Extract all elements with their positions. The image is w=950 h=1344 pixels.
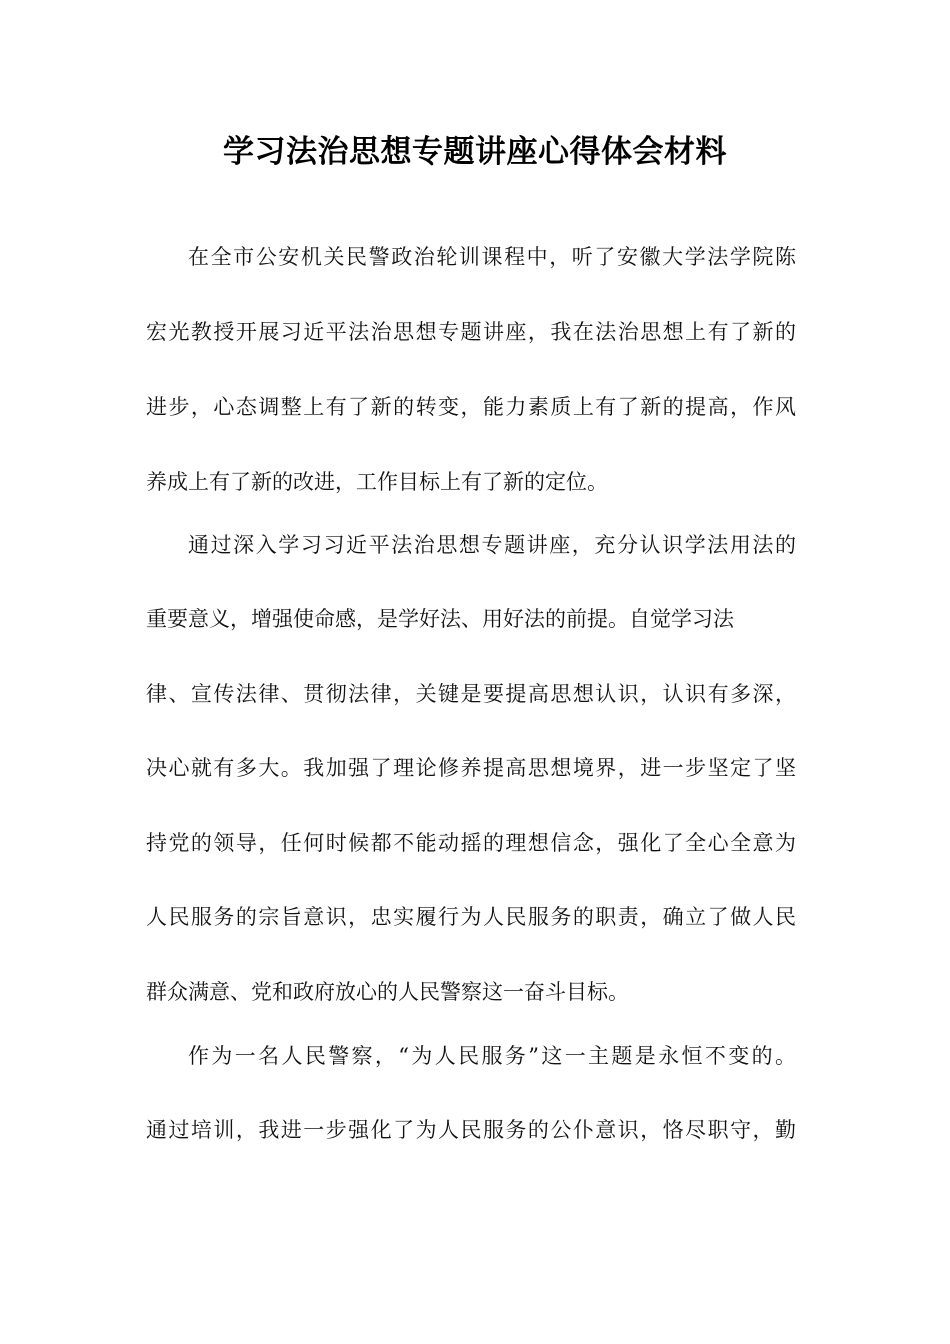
paragraph-1-line-3: 进步，心态调整上有了新的转变，能力素质上有了新的提高，作风	[146, 395, 796, 419]
paragraph-1-line-2: 宏光教授开展习近平法治思想专题讲座，我在法治思想上有了新的	[146, 320, 796, 344]
paragraph-2-line-3: 律、宣传法律、贯彻法律，关键是要提高思想认识，认识有多深，	[146, 682, 796, 706]
paragraph-3-line-2: 通过培训，我进一步强化了为人民服务的公仆意识，恪尽职守，勤	[146, 1118, 796, 1142]
paragraph-3-line-1: 作为一名人民警察，“为人民服务”这一主题是永恒不变的。	[188, 1044, 796, 1068]
paragraph-2-line-5: 持党的领导，任何时候都不能动摇的理想信念，强化了全心全意为	[146, 831, 796, 855]
paragraph-1-line-1: 在全市公安机关民警政治轮训课程中，听了安徽大学法学院陈	[188, 245, 796, 269]
paragraph-2-line-2: 重要意义，增强使命感，是学好法、用好法的前提。自觉学习法	[146, 607, 734, 631]
paragraph-2-line-1: 通过深入学习习近平法治思想专题讲座，充分认识学法用法的	[188, 533, 796, 557]
paragraph-2-line-6: 人民服务的宗旨意识，忠实履行为人民服务的职责，确立了做人民	[146, 905, 796, 929]
paragraph-2-line-7: 群众满意、党和政府放心的人民警察这一奋斗目标。	[146, 980, 629, 1004]
document-title: 学习法治思想专题讲座心得体会材料	[223, 134, 727, 170]
paragraph-1-line-4: 养成上有了新的改进，工作目标上有了新的定位。	[146, 470, 608, 494]
paragraph-2-line-4: 决心就有多大。我加强了理论修养提高思想境界，进一步坚定了坚	[146, 756, 796, 780]
